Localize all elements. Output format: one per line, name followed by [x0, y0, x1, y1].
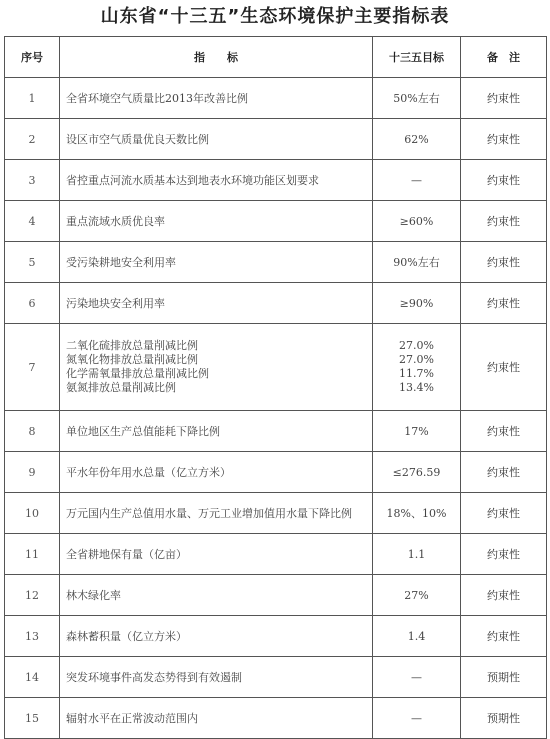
row-indicator: 林木绿化率: [60, 575, 373, 616]
row-indicator: 单位地区生产总值能耗下降比例: [60, 411, 373, 452]
table-row: [5, 698, 547, 739]
row-target: 18%、10%: [373, 493, 461, 534]
row-target: 13.4%: [399, 381, 434, 394]
table-row: [5, 283, 547, 324]
row-no: 4: [5, 201, 60, 242]
table-row: [5, 493, 547, 534]
row-no: 3: [5, 160, 60, 201]
row-note: 预期性: [461, 657, 547, 698]
row-indicator: 氮氧化物排放总量削减比例: [66, 353, 198, 366]
table-row: [5, 324, 547, 411]
row-indicator: 污染地块安全利用率: [60, 283, 373, 324]
row-indicator: 全省环境空气质量比2013年改善比例: [60, 78, 373, 119]
table-row: [5, 201, 547, 242]
row-no: 1: [5, 78, 60, 119]
row-no: 14: [5, 657, 60, 698]
row-note: 约束性: [461, 119, 547, 160]
row-note: 约束性: [461, 411, 547, 452]
row-indicator: 全省耕地保有量（亿亩）: [60, 534, 373, 575]
row-indicator: 平水年份年用水总量（亿立方米）: [60, 452, 373, 493]
row-target: —: [373, 698, 461, 739]
header-indicator: 指 标: [60, 37, 373, 78]
row-note: 预期性: [461, 698, 547, 739]
table-row: [5, 657, 547, 698]
row-note: 约束性: [461, 534, 547, 575]
row-target: 90%左右: [373, 242, 461, 283]
header-no: 序号: [5, 37, 60, 78]
row-indicator: 辐射水平在正常波动范围内: [60, 698, 373, 739]
row-no: 7: [5, 324, 60, 411]
row-target: ≤276.59: [373, 452, 461, 493]
row-no: 10: [5, 493, 60, 534]
row-target: 1.4: [373, 616, 461, 657]
row-indicator: 氨氮排放总量削减比例: [66, 381, 176, 394]
row-target: 27.0%: [399, 339, 434, 352]
row-target: 62%: [373, 119, 461, 160]
row-no: 11: [5, 534, 60, 575]
table-row: [5, 411, 547, 452]
row-target: ≥90%: [373, 283, 461, 324]
table-row: [5, 78, 547, 119]
row-note: 约束性: [461, 575, 547, 616]
table-row: [5, 119, 547, 160]
row-indicator-group: [60, 324, 373, 411]
row-indicator: 森林蓄积量（亿立方米）: [60, 616, 373, 657]
row-no: 12: [5, 575, 60, 616]
row-indicator: 万元国内生产总值用水量、万元工业增加值用水量下降比例: [60, 493, 373, 534]
header-note: 备 注: [461, 37, 547, 78]
row-target: ≥60%: [373, 201, 461, 242]
row-indicator: 重点流域水质优良率: [60, 201, 373, 242]
row-no: 13: [5, 616, 60, 657]
table-header-row: [5, 37, 547, 78]
row-indicator: 省控重点河流水质基本达到地表水环境功能区划要求: [60, 160, 373, 201]
row-no: 6: [5, 283, 60, 324]
table-row: [5, 575, 547, 616]
row-no: 5: [5, 242, 60, 283]
row-no: 15: [5, 698, 60, 739]
indicator-table: [4, 36, 547, 739]
table-row: [5, 242, 547, 283]
row-indicator: 二氧化硫排放总量削减比例: [66, 339, 198, 352]
row-no: 2: [5, 119, 60, 160]
row-target: —: [373, 160, 461, 201]
row-indicator: 化学需氧量排放总量削减比例: [66, 367, 209, 380]
row-target: 27.0%: [399, 353, 434, 366]
row-target: 50%左右: [373, 78, 461, 119]
row-note: 约束性: [461, 493, 547, 534]
row-target: —: [373, 657, 461, 698]
row-note: 约束性: [461, 324, 547, 411]
page-title: 山东省“十三五”生态环境保护主要指标表: [100, 6, 450, 27]
table-row: [5, 534, 547, 575]
header-target: 十三五目标: [373, 37, 461, 78]
row-indicator: 突发环境事件高发态势得到有效遏制: [60, 657, 373, 698]
row-note: 约束性: [461, 242, 547, 283]
row-target: 1.1: [373, 534, 461, 575]
row-note: 约束性: [461, 160, 547, 201]
row-indicator: 受污染耕地安全利用率: [60, 242, 373, 283]
row-no: 9: [5, 452, 60, 493]
row-note: 约束性: [461, 616, 547, 657]
row-target-group: [373, 324, 461, 411]
row-no: 8: [5, 411, 60, 452]
row-target: 27%: [373, 575, 461, 616]
row-note: 约束性: [461, 201, 547, 242]
row-indicator: 设区市空气质量优良天数比例: [60, 119, 373, 160]
row-note: 约束性: [461, 283, 547, 324]
table-row: [5, 616, 547, 657]
row-note: 约束性: [461, 78, 547, 119]
row-target: 17%: [373, 411, 461, 452]
table-row: [5, 160, 547, 201]
row-note: 约束性: [461, 452, 547, 493]
table-row: [5, 452, 547, 493]
row-target: 11.7%: [399, 367, 434, 380]
